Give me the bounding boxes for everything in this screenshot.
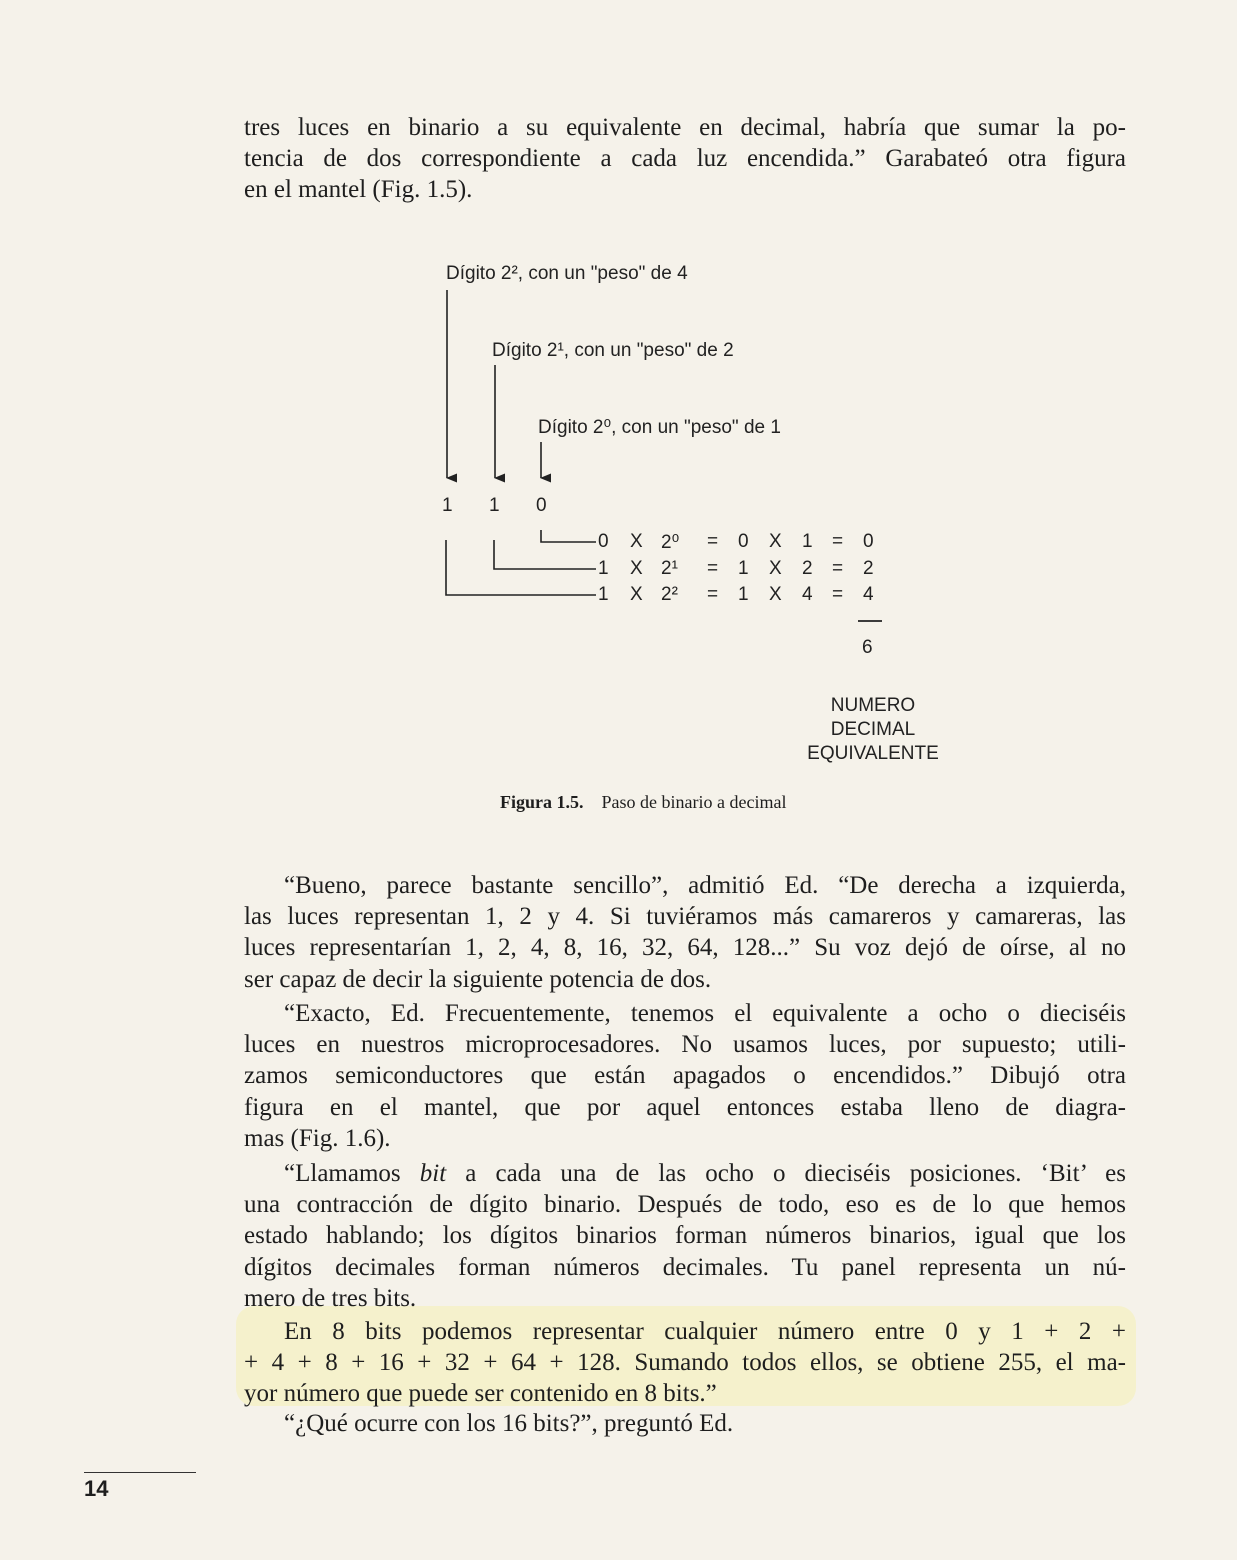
text-line: + 4 + 8 + 16 + 32 + 64 + 128. Sumando todos ellos, se obtiene 255, el ma- bbox=[244, 1349, 1126, 1377]
label-digit1: Dígito 2¹, con un "peso" de 2 bbox=[492, 340, 734, 361]
row-a: 1 bbox=[738, 558, 749, 579]
body-paragraph bbox=[244, 998, 1126, 1154]
text-line: “Bueno, parece bastante sencillo”, admitió Ed. “De derecha a izquierda, bbox=[284, 872, 1126, 899]
sum-total: 6 bbox=[862, 637, 873, 658]
text-line: mas (Fig. 1.6). bbox=[244, 1124, 391, 1152]
binary-digit: 1 bbox=[489, 495, 500, 516]
row-result: 0 bbox=[863, 531, 874, 552]
row-equals: = bbox=[707, 531, 719, 552]
text-line: luces representarían 1, 2, 4, 8, 16, 32, 64, 128...” Su voz dejó de oírse, al no bbox=[244, 934, 1126, 962]
row-power: 2⁰ bbox=[661, 532, 680, 553]
row-equals2: = bbox=[832, 531, 844, 552]
body-paragraph bbox=[244, 870, 1126, 995]
row-bit: 0 bbox=[598, 531, 609, 552]
text-line: figura en el mantel, que por aquel entonces estaba lleno de diagra- bbox=[244, 1093, 1126, 1121]
text-line: zamos semiconductores que están apagados o encendidos.” Dibujó otra bbox=[244, 1062, 1126, 1090]
connector-bit2 bbox=[446, 540, 596, 595]
row-a: 1 bbox=[738, 584, 749, 605]
text-line: en el mantel (Fig. 1.5). bbox=[244, 176, 473, 204]
result-label-line: EQUIVALENTE bbox=[807, 743, 939, 764]
result-label-line: NUMERO bbox=[830, 695, 916, 716]
row-times2: X bbox=[769, 531, 782, 552]
text-line: una contracción de dígito binario. Después de todo, eso es de lo que hemos bbox=[244, 1191, 1126, 1219]
text-line: En 8 bits podemos representar cualquier número entre 0 y 1 + 2 + bbox=[284, 1318, 1126, 1345]
connector-bit1 bbox=[494, 540, 596, 569]
text-line: yor número que puede ser contenido en 8 bits.” bbox=[244, 1380, 717, 1408]
body-paragraph bbox=[244, 1316, 1126, 1410]
row-times: X bbox=[630, 531, 643, 552]
row-a: 0 bbox=[738, 531, 749, 552]
row-times: X bbox=[630, 584, 643, 605]
row-times2: X bbox=[769, 558, 782, 579]
text-line: “Exacto, Ed. Frecuentemente, tenemos el equivalente a ocho o dieciséis bbox=[284, 1000, 1126, 1027]
text-line: ser capaz de decir la siguiente potencia de dos. bbox=[244, 965, 712, 993]
text-line: tres luces en binario a su equivalente en decimal, habría que sumar la po- bbox=[244, 114, 1126, 141]
text-line: “Llamamos bit a cada una de las ocho o dieciséis posiciones. ‘Bit’ es bbox=[284, 1160, 1126, 1187]
row-equals2: = bbox=[832, 584, 844, 605]
row-times2: X bbox=[769, 584, 782, 605]
text-line: dígitos decimales forman números decimales. Tu panel representa un nú- bbox=[244, 1253, 1126, 1281]
caption-text: Paso de binario a decimal bbox=[601, 792, 787, 812]
label-digit0: Dígito 2⁰, con un "peso" de 1 bbox=[538, 417, 781, 438]
connector-bit0 bbox=[541, 530, 596, 542]
row-equals: = bbox=[707, 584, 719, 605]
page-number-rule bbox=[84, 1472, 196, 1473]
page-number: 14 bbox=[84, 1476, 109, 1501]
binary-digit: 0 bbox=[536, 495, 547, 516]
body-paragraph bbox=[244, 1408, 1126, 1439]
row-result: 4 bbox=[863, 584, 874, 605]
row-b: 1 bbox=[802, 531, 813, 552]
result-label-line: DECIMAL bbox=[830, 719, 916, 740]
text-line: luces en nuestros microprocesadores. No usamos luces, por supuesto; utili- bbox=[244, 1031, 1126, 1059]
row-b: 2 bbox=[802, 558, 813, 579]
text-line: “¿Qué ocurre con los 16 bits?”, preguntó Ed. bbox=[284, 1410, 734, 1437]
text-line: tencia de dos correspondiente a cada luz encendida.” Garabateó otra figura bbox=[244, 145, 1126, 173]
label-digit2: Dígito 2², con un "peso" de 4 bbox=[446, 263, 688, 284]
row-b: 4 bbox=[802, 584, 813, 605]
row-bit: 1 bbox=[598, 584, 609, 605]
row-times: X bbox=[630, 558, 643, 579]
body-paragraph bbox=[244, 1158, 1126, 1314]
row-equals2: = bbox=[832, 558, 844, 579]
result-label bbox=[796, 694, 950, 766]
emphasis: bit bbox=[419, 1160, 447, 1187]
caption-label: Figura 1.5. bbox=[500, 792, 584, 812]
figure-caption bbox=[500, 792, 786, 813]
row-result: 2 bbox=[863, 558, 874, 579]
binary-digit: 1 bbox=[442, 495, 453, 516]
text-line: estado hablando; los dígitos binarios forman números binarios, igual que los bbox=[244, 1222, 1126, 1250]
row-bit: 1 bbox=[598, 558, 609, 579]
row-power: 2² bbox=[661, 584, 678, 605]
text-line: mero de tres bits. bbox=[244, 1284, 417, 1312]
text-line: las luces representan 1, 2 y 4. Si tuviéramos más camareros y camareras, las bbox=[244, 903, 1126, 931]
row-power: 2¹ bbox=[661, 558, 678, 579]
row-equals: = bbox=[707, 558, 719, 579]
